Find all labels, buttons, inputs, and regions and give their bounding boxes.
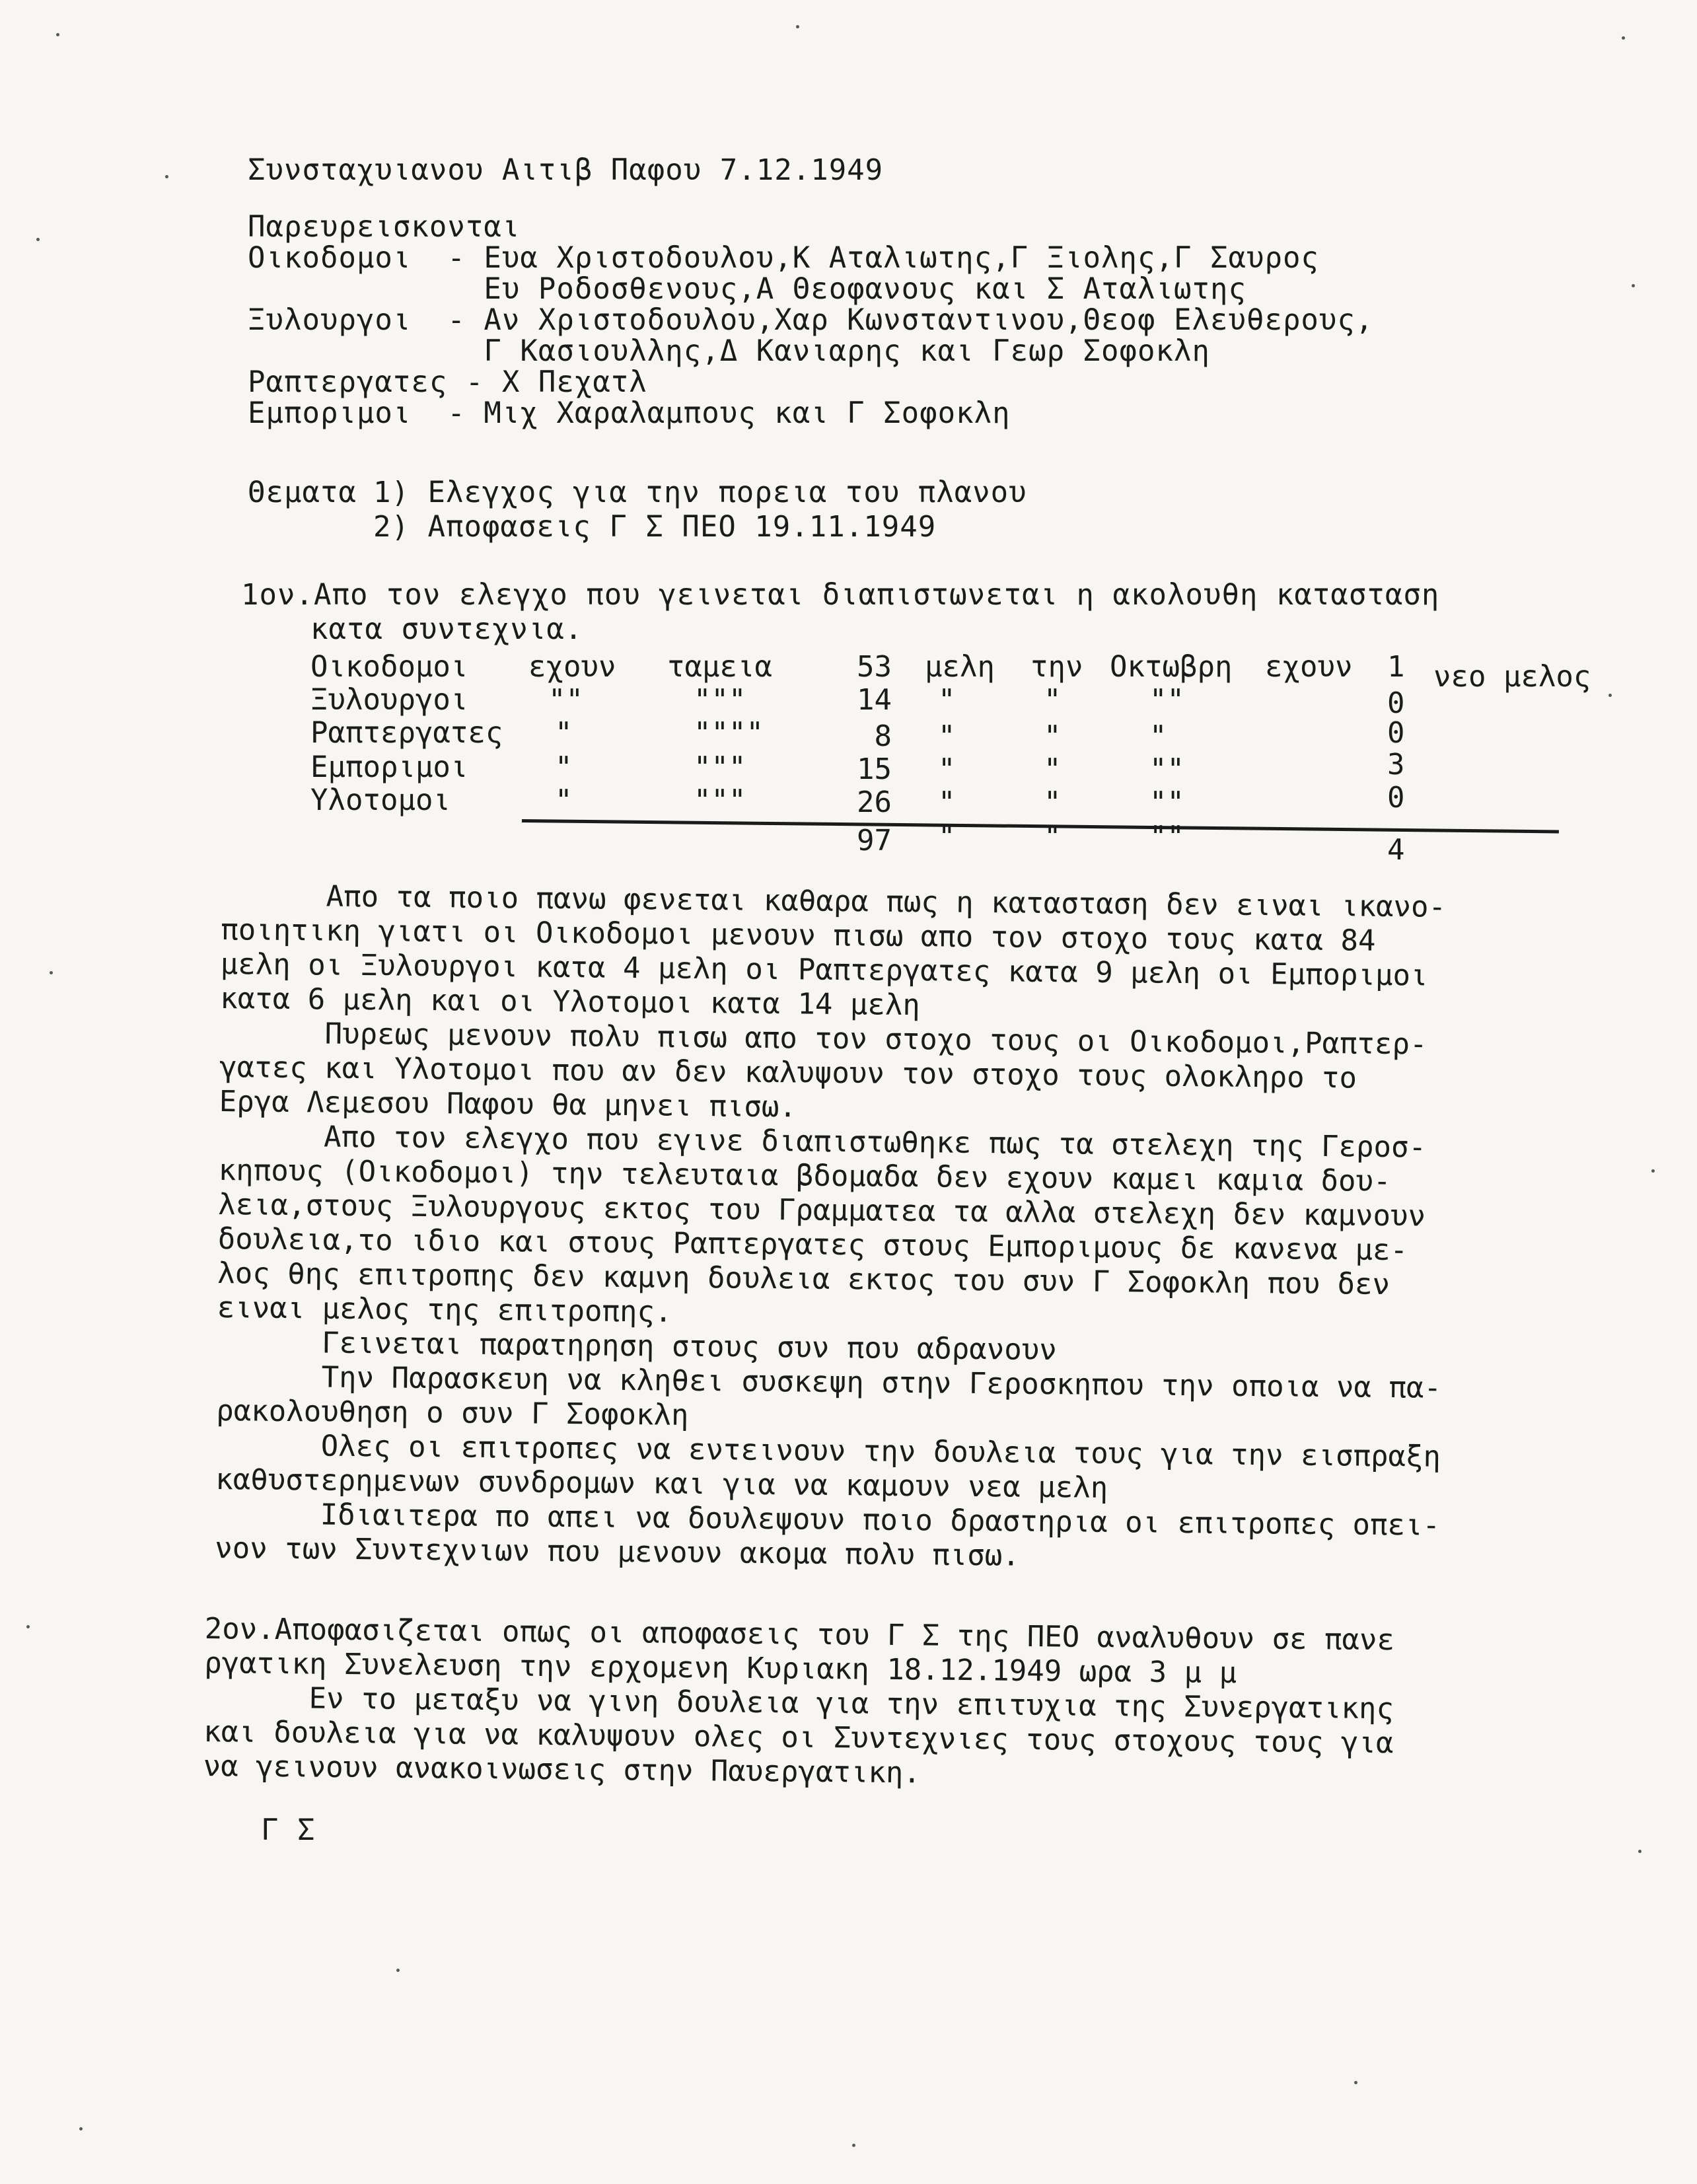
present-row: Ραπτεργατες - Χ Πεχατλ [248, 365, 647, 399]
table-cell-name: Ραπτεργατες [310, 716, 503, 750]
table-cell-name: Οικοδομοι [310, 650, 468, 684]
document-title: Συνσταχυιανου Αιτιβ Παφου 7.12.1949 [248, 153, 884, 187]
text-line: και δουλεια για να καλυψουν ολες οι Συντεχνιες τους στοχους τους για [203, 1714, 1394, 1761]
scan-speck [50, 971, 53, 974]
text-line: λος θης επιτροπης δεν καμνη δουλεια εκτος του συν Γ Σοφοκλη που δεν [217, 1256, 1390, 1302]
section1-intro: κατα συντεχνια. [310, 612, 583, 646]
table-cell: " [1044, 820, 1062, 854]
table-cell: " [938, 752, 956, 786]
text-line: ειναι μελος της επιτροπης. [217, 1290, 672, 1329]
table-cell: "" [1149, 785, 1184, 819]
table-cell-result: 0 [1387, 781, 1405, 815]
table-total-rule [522, 819, 1559, 833]
scan-speck [36, 238, 40, 241]
table-cell: """ [694, 750, 746, 784]
table-cell: " [938, 683, 956, 717]
text-line: δουλεια,το ιδιο και στους Ραπτεργατες στους Εμποριμους δε κανενα με- [217, 1221, 1408, 1268]
text-line: καθυστερημενων συνδρομων και για να καμουν νεα μελη [215, 1462, 1108, 1505]
section2-narrative [203, 1612, 1395, 1795]
table-cell: νεο μελος [1433, 660, 1591, 694]
scan-speck [26, 1625, 30, 1628]
scan-speck [1608, 694, 1612, 697]
table-cell: " [938, 719, 956, 753]
present-row: Γ Κασιουλλης,Δ Κανιαρης και Γεωρ Σοφοκλη [248, 334, 1210, 368]
text-line: μελη οι Ξυλουργοι κατα 4 μελη οι Ραπτεργατες κατα 9 μελη οι Εμποριμοι [220, 947, 1428, 993]
table-cell-result: 0 [1387, 686, 1405, 720]
scan-speck [79, 2127, 83, 2130]
text-line: νον των Συντεχνιων που μενουν ακομα πολυ πισω. [215, 1531, 1021, 1573]
text-line: ποιητικη γιατι οι Οικοδομοι μενουν πισω απο τον στοχο τους κατα 84 [221, 912, 1376, 958]
text-line: Την Παρασκευη να κληθει συσκεψη στην Γεροσκηπου την οποια να πα- [216, 1359, 1442, 1405]
table-cell: " [1044, 752, 1062, 786]
table-cell: "" [1149, 820, 1184, 854]
table-cell: " [1044, 719, 1062, 753]
signature: Γ Σ [261, 1813, 316, 1847]
table-cell-number: 15 [857, 752, 892, 786]
table-cell: " [555, 716, 573, 750]
table-cell-result: 3 [1387, 748, 1405, 782]
table-total-result: 4 [1387, 833, 1405, 867]
text-line: Ολες οι επιτροπες να εντεινουν την δουλεια τους για την εισπραξη [215, 1428, 1441, 1474]
present-row: Ξυλουργοι - Αν Χριστοδουλου,Χαρ Κωνσταντινου,Θεοφ Ελευθερους, [248, 303, 1374, 337]
present-label: Παρευρεισκονται [248, 210, 521, 244]
table-cell: μελη [925, 650, 995, 684]
table-cell: """" [694, 716, 764, 750]
table-cell: " [555, 783, 573, 817]
table-cell-number: 26 [857, 785, 892, 819]
present-row: Εμποριμοι - Μιχ Χαραλαμπους και Γ Σοφοκλη [248, 396, 1011, 430]
table-cell-number: 8 [874, 719, 892, 753]
table-cell-result: 1 [1387, 650, 1405, 684]
table-cell: εχουν [528, 650, 616, 684]
agenda-item: 2) Αποφασεις Γ Σ ΠΕΟ 19.11.1949 [373, 510, 937, 544]
scan-speck [396, 1969, 400, 1972]
present-row: Ευ Ροδοσθενους,Α Θεοφανους και Σ Αταλιωτης [248, 272, 1246, 306]
table-cell: εχουν [1265, 650, 1353, 684]
table-cell: "" [1149, 752, 1184, 786]
table-cell: " [555, 750, 573, 784]
table-cell: " [938, 820, 956, 854]
text-line: λεια,στους Ξυλουργους εκτος του Γραμματεα τα αλλα στελεχη δεν καμνουν [218, 1187, 1426, 1233]
text-line: ργατικη Συνελευση την ερχομενη Κυριακη 18.12.1949 ωρα 3 μ μ [204, 1646, 1237, 1690]
agenda-item: 1) Ελεγχος για την πορεια του πλανου [373, 476, 1027, 509]
text-line: να γεινουν ανακοινωσεις στην Παυεργατικη. [203, 1749, 921, 1790]
table-cell: " [1149, 719, 1167, 753]
text-line: Πυρεως μενουν πολυ πισω απο τον στοχο τους οι Οικοδομοι,Ραπτερ- [219, 1015, 1427, 1062]
table-cell-number: 14 [857, 683, 892, 717]
text-line: Γεινεται παρατηρηση στους συν που αδρανουν [217, 1325, 1057, 1367]
table-cell: ταμεια [667, 650, 772, 684]
text-line: Ιδιαιτερα πο απει να δουλεψουν ποιο δραστηρια οι επιτροπες οπει- [215, 1496, 1441, 1543]
table-cell-name: Ξυλουργοι [310, 683, 468, 717]
table-cell: """ [694, 683, 746, 717]
table-cell: Οκτωβρη [1110, 650, 1233, 684]
text-line: Απο τον ελεγχο που εγινε διαπιστωθηκε πως τα στελεχη της Γεροσ- [219, 1118, 1427, 1165]
table-cell: """ [694, 783, 746, 817]
scan-speck [796, 25, 799, 28]
scan-speck [1632, 284, 1635, 287]
agenda-label: Θεματα [248, 476, 357, 509]
table-cell-name: Υλοτομοι [310, 783, 451, 817]
scan-speck [165, 175, 168, 178]
section1-intro: 1ον.Απο τον ελεγχο που γεινεται διαπιστωνεται η ακολουθη κατασταση [241, 578, 1440, 612]
table-cell: " [1044, 683, 1062, 717]
text-line: Εν το μεταξυ να γινη δουλεια για την επιτυχια της Συνεργατικης [203, 1680, 1394, 1726]
table-cell-number: 53 [857, 650, 892, 684]
text-line: κατα 6 μελη και οι Υλοτομοι κατα 14 μελη [220, 981, 921, 1023]
scan-speck [1638, 1850, 1642, 1853]
scan-speck [56, 33, 59, 36]
text-line: Απο τα ποιο πανω φενεται καθαρα πως η κατασταση δεν ειναι ικανο- [221, 879, 1447, 924]
scan-speck [852, 2144, 855, 2147]
table-cell: την [1030, 650, 1083, 684]
table-cell-name: Εμποριμοι [310, 750, 468, 784]
text-line: γατες και Υλοτομοι που αν δεν καλυψουν τον στοχο τους ολοκληρο το [219, 1050, 1357, 1095]
text-line: κηπους (Οικοδομοι) την τελευταια βδομαδα δεν εχουν καμει καμια δου- [218, 1153, 1391, 1199]
table-cell: "" [548, 683, 583, 717]
scan-speck [1354, 2081, 1357, 2084]
table-total-number: 97 [857, 824, 892, 857]
scan-speck [1651, 1169, 1655, 1173]
section1-narrative [215, 879, 1446, 1578]
table-cell-result: 0 [1387, 716, 1405, 750]
text-line: 2ον.Αποφασιζεται οπως οι αποφασεις του Γ Σ της ΠΕΟ αναλυθουν σε πανε [204, 1612, 1395, 1657]
table-cell: " [1044, 785, 1062, 819]
text-line: ρακολουθηση ο συν Γ Σοφοκλη [216, 1393, 689, 1432]
table-cell: "" [1149, 683, 1184, 717]
present-row: Οικοδομοι - Ευα Χριστοδουλου,Κ Αταλιωτης,Γ Ξιολης,Γ Σαυρος [248, 241, 1319, 275]
text-line: Εργα Λεμεσου Παφου θα μηνει πισω. [219, 1084, 797, 1124]
scan-speck [1622, 36, 1625, 40]
table-cell: " [938, 785, 956, 819]
